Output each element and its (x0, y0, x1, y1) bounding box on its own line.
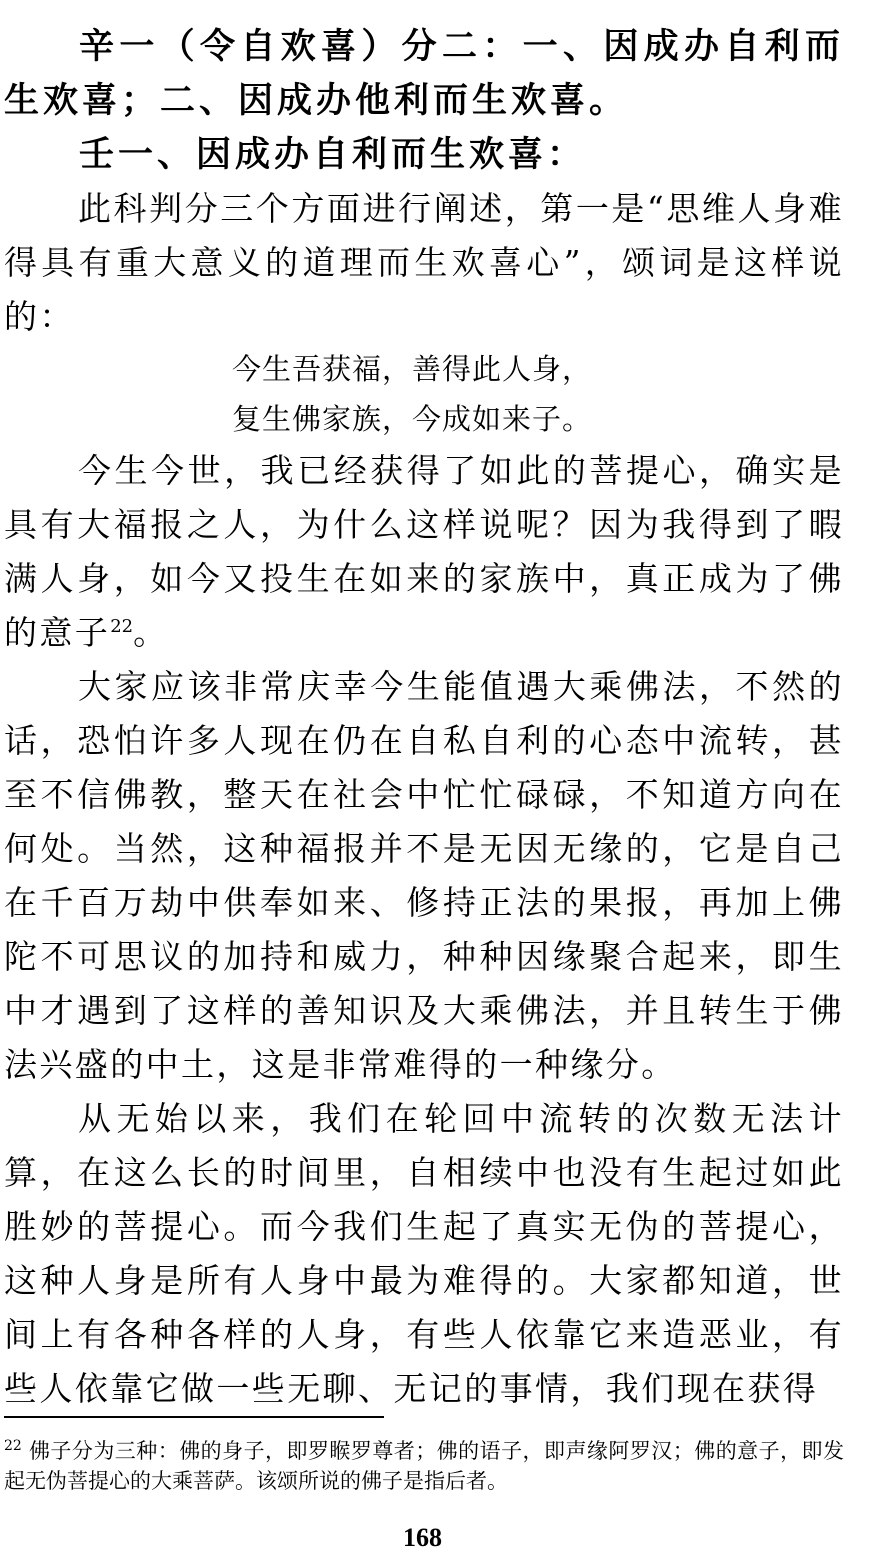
footnote-reference: 22 (110, 616, 134, 637)
section-heading-xin-yi: 辛一（令自欢喜）分二：一、因成办自利而生欢喜；二、因成办他利而生欢喜。 (4, 26, 844, 121)
section-heading-ren-yi: 壬一、因成办自利而生欢喜： (79, 134, 587, 175)
paragraph-intro: 此科判分三个方面进行阐述，第一是“思维人身难得具有重大意义的道理而生欢喜心”，颂词是这样说的： (4, 189, 844, 336)
paragraph-commentary-3: 从无始以来，我们在轮回中流转的次数无法计算，在这么长的时间里，自相续中也没有生起过如此胜妙的菩提心。而今我们生起了真实无伪的菩提心，这种人身是所有人身中最为难得的。大家都知道，世间上有各种各样的人身，有些人依靠它来造恶业，有些人依靠它做一些无聊、无记的事情，我们现在获得 (4, 1099, 844, 1408)
verse-line-2: 复生佛家族，今成如来子。 (232, 402, 593, 436)
footnote-divider (4, 1416, 384, 1418)
footnote (4, 1436, 844, 1496)
page-number: 168 (403, 1523, 442, 1552)
paragraph-commentary-1-text: 今生今世，我已经获得了如此的菩提心，确实是具有大福报之人，为什么这样说呢？因为我得到了暇满人身，如今又投生在如来的家族中，真正成为了佛的意子 (4, 451, 844, 652)
main-text (4, 20, 844, 1416)
footnote-text: 佛子分为三种：佛的身子，即罗睺罗尊者；佛的语子，即声缘阿罗汉；佛的意子，即发起无伪菩提心的大乘菩萨。该颂所说的佛子是指后者。 (4, 1439, 844, 1493)
footnote-number: 22 (4, 1438, 22, 1454)
paragraph-commentary-1-end: 。 (133, 613, 169, 652)
verse-block (4, 344, 844, 444)
paragraph-commentary-2: 大家应该非常庆幸今生能值遇大乘佛法，不然的话，恐怕许多人现在仍在自私自利的心态中流转，甚至不信佛教，整天在社会中忙忙碌碌，不知道方向在何处。当然，这种福报并不是无因无缘的，它是自己在千百万劫中供奉如来、修持正法的果报，再加上佛陀不可思议的加持和威力，种种因缘聚合起来，即生中才遇到了这样的善知识及大乘佛法，并且转生于佛法兴盛的中土，这是非常难得的一种缘分。 (4, 667, 844, 1084)
verse-line-1: 今生吾获福，善得此人身， (232, 352, 593, 386)
paragraph-commentary-1 (4, 444, 844, 660)
